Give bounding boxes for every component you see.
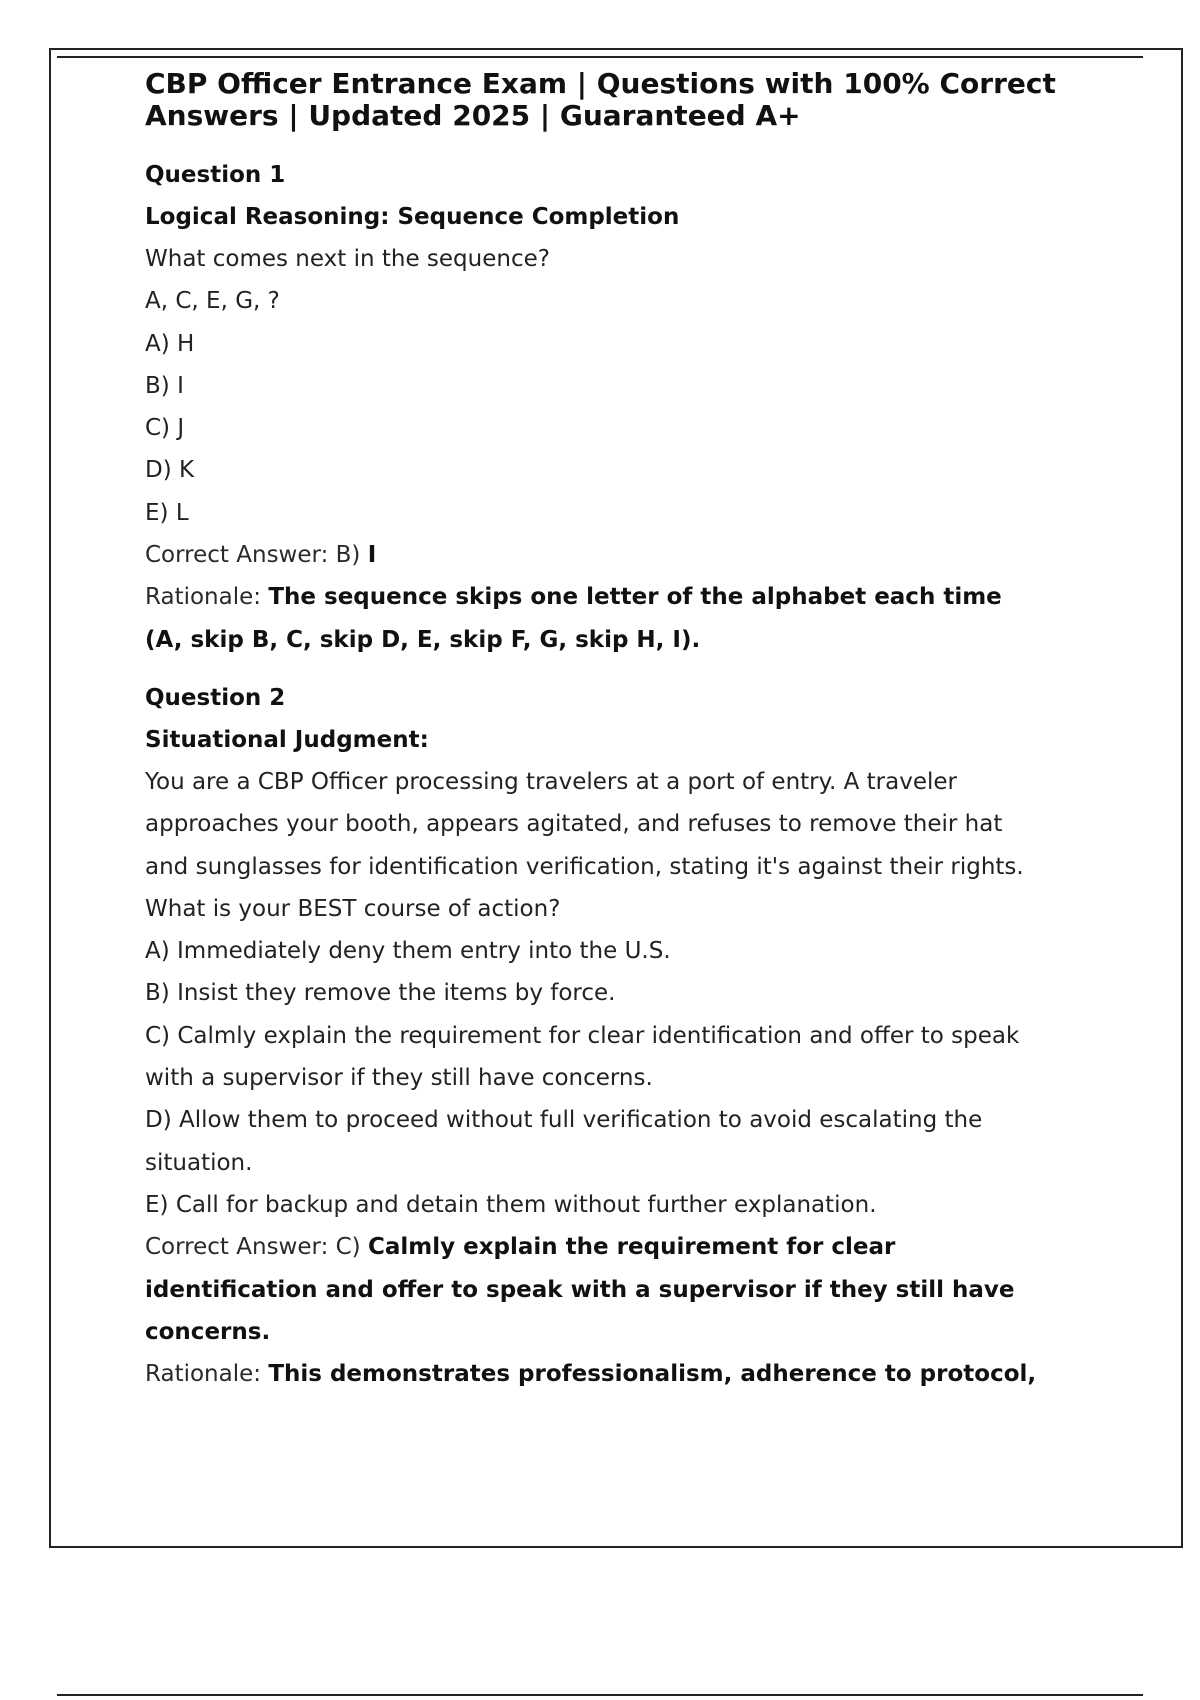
correct-answer-text: concerns. [145,1318,271,1345]
question-prompt: You are a CBP Officer processing travelers at a port of entry. A traveler [145,768,957,795]
rationale-label: Rationale: [145,1361,269,1388]
question-category: Logical Reasoning: Sequence Completion [145,204,680,230]
question-prompt: A, C, E, G, ? [145,288,280,315]
correct-answer-text: Calmly explain the requirement for clear [367,1234,896,1261]
correct-answer-label: Correct Answer: B) [145,542,368,569]
answer-option: E) Call for backup and detain them without further explanation. [145,1191,877,1218]
answer-option: C) Calmly explain the requirement for clear identification and offer to speak [145,1022,1020,1049]
answer-option: E) L [145,499,189,526]
document-content [145,68,1145,1395]
correct-answer-text: I [367,542,377,569]
bottom-rule [57,1694,1143,1696]
question-2 [145,677,1145,1395]
answer-option: D) K [145,457,195,484]
question-prompt: What comes next in the sequence? [145,246,550,272]
answer-option: C) J [145,415,185,442]
answer-option: A) Immediately deny them entry into the U.S. [145,938,671,965]
question-prompt: approaches your booth, appears agitated, and refuses to remove their hat [145,811,1003,838]
rationale [145,576,1145,618]
rationale [145,1353,1145,1395]
question-prompt: and sunglasses for identification verification, stating it's against their rights. [145,853,1024,880]
rationale-text: The sequence skips one letter of the alphabet each time [268,584,1002,611]
question-category: Situational Judgment: [145,726,429,753]
question-1 [145,154,1145,661]
rationale-text: This demonstrates professionalism, adherence to protocol, [268,1361,1037,1388]
question-spacer [145,661,1145,677]
answer-option: B) I [145,372,184,399]
document-title: CBP Officer Entrance Exam | Questions with 100% Correct Answers | Updated 2025 | Guaranteed A+ [145,67,1056,132]
correct-answer-text: identification and offer to speak with a supervisor if they still have [145,1276,1015,1303]
question-heading: Question 2 [145,684,286,711]
question-heading: Question 1 [145,162,286,188]
correct-answer-label: Correct Answer: C) [145,1234,368,1261]
top-rule [57,56,1143,58]
question-prompt: What is your BEST course of action? [145,895,561,922]
rationale-label: Rationale: [145,584,269,611]
answer-option: situation. [145,1149,253,1176]
answer-option: D) Allow them to proceed without full verification to avoid escalating the [145,1107,983,1134]
correct-answer [145,534,1145,576]
answer-option: B) Insist they remove the items by force. [145,980,616,1007]
answer-option: with a supervisor if they still have concerns. [145,1065,653,1092]
answer-option: A) H [145,330,195,357]
rationale-text: (A, skip B, C, skip D, E, skip F, G, skip H, I). [145,626,701,653]
correct-answer [145,1226,1145,1268]
